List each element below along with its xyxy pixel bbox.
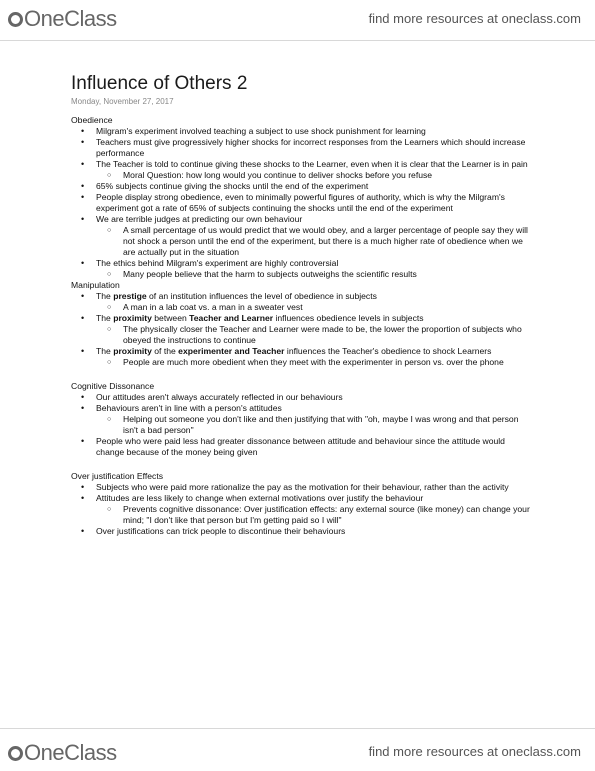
top-banner xyxy=(0,0,595,41)
sub-list-item: ○ A man in a lab coat vs. a man in a sweater vest xyxy=(71,302,531,313)
sub-list-item: ○ The physically closer the Teacher and Learner were made to be, the lower the proportion of subjects who obeyed the instructions to continue xyxy=(71,324,531,346)
section-heading: Cognitive Dissonance xyxy=(71,381,155,391)
logo-text: OneClass xyxy=(24,6,117,31)
section-cognitive-dissonance xyxy=(71,381,531,458)
logo-text: OneClass xyxy=(24,740,117,765)
section-manipulation xyxy=(71,280,531,368)
list-item: • Milgram's experiment involved teaching a subject to use shock punishment for learning xyxy=(71,126,531,137)
sub-list-item: ○ Many people believe that the harm to subjects outweighs the scientific results xyxy=(71,269,531,280)
section-heading: Manipulation xyxy=(71,280,120,290)
list-item: • Our attitudes aren't always accurately reflected in our behaviours xyxy=(71,392,531,403)
list-item: • Teachers must give progressively higher shocks for incorrect responses from the Learners which should increase performance xyxy=(71,137,531,159)
sub-list-item: ○ People are much more obedient when they meet with the experimenter in person vs. over the phone xyxy=(71,357,531,368)
section-heading: Over justification Effects xyxy=(71,471,164,481)
oneclass-logo[interactable] xyxy=(8,6,117,32)
list-item: • Behaviours aren't in line with a person's attitudes xyxy=(71,403,531,414)
promo-link[interactable]: find more resources at oneclass.com xyxy=(368,744,581,759)
list-item: • The proximity between Teacher and Learner influences obedience levels in subjects xyxy=(71,313,531,324)
sub-list-item: ○ Prevents cognitive dissonance: Over justification effects: any external source (like money) can change your mind; "I don't like that person but I'm getting paid so I will" xyxy=(71,504,531,526)
logo-ring-icon xyxy=(8,12,23,27)
sub-list-item: ○ Helping out someone you don't like and then justifying that with "oh, maybe I was wrong and that person isn't a bad person" xyxy=(71,414,531,436)
oneclass-logo[interactable] xyxy=(8,740,117,766)
sub-list-item: ○ Moral Question: how long would you continue to deliver shocks before you refuse xyxy=(71,170,531,181)
list-item: • We are terrible judges at predicting our own behaviour xyxy=(71,214,531,225)
section-obedience xyxy=(71,115,531,280)
list-item: • Attitudes are less likely to change when external motivations over justify the behaviour xyxy=(71,493,531,504)
list-item: • The proximity of the experimenter and Teacher influences the Teacher's obedience to shock Learners xyxy=(71,346,531,357)
logo-ring-icon xyxy=(8,746,23,761)
list-item: • People who were paid less had greater dissonance between attitude and behaviour since the attitude would change because of the money being given xyxy=(71,436,531,458)
page-title: Influence of Others 2 xyxy=(71,73,248,94)
list-item: • The prestige of an institution influences the level of obedience in subjects xyxy=(71,291,531,302)
bottom-banner xyxy=(0,728,595,771)
list-item: • People display strong obedience, even to minimally powerful figures of authority, which is why the Milgram's experiment got a rate of 65% of subjects continuing the shocks until the end of the experiment xyxy=(71,192,531,214)
section-heading: Obedience xyxy=(71,115,113,125)
list-item: • Subjects who were paid more rationalize the pay as the motivation for their behaviour, rather than the activity xyxy=(71,482,531,493)
list-item: • The Teacher is told to continue giving these shocks to the Learner, even when it is clear that the Learner is in pain xyxy=(71,159,531,170)
list-item: • The ethics behind Milgram's experiment are highly controversial xyxy=(71,258,531,269)
page-date: Monday, November 27, 2017 xyxy=(71,97,174,106)
list-item: • 65% subjects continue giving the shocks until the end of the experiment xyxy=(71,181,531,192)
sub-list-item: ○ A small percentage of us would predict that we would obey, and a larger percentage of people say they will not shock a person until the end of the experiment, but there is a much higher rate of obedience when we are actually put in the situation xyxy=(71,225,531,258)
promo-link[interactable]: find more resources at oneclass.com xyxy=(368,11,581,26)
list-item: • Over justifications can trick people to discontinue their behaviours xyxy=(71,526,531,537)
notes-body xyxy=(71,115,531,537)
section-over-justification xyxy=(71,471,531,537)
